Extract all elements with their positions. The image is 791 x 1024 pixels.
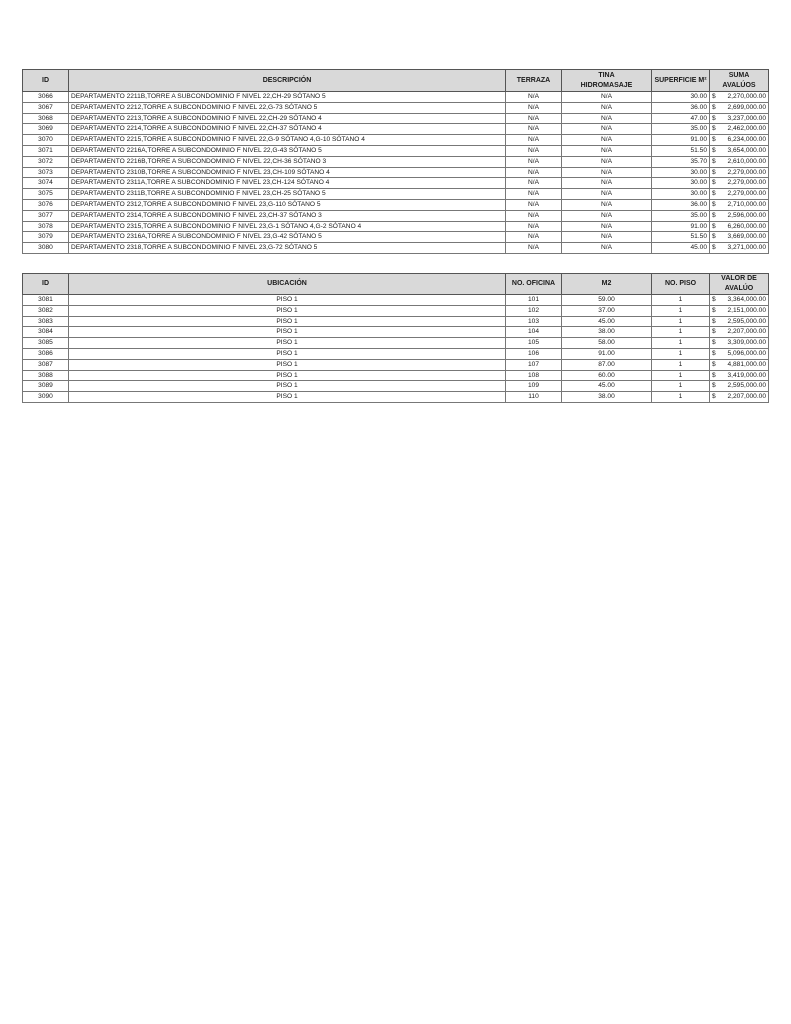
cell-id: 3070	[23, 135, 69, 146]
col-header-superficie: SUPERFICIE M²	[652, 70, 710, 92]
cell-superficie: 30.00	[652, 167, 710, 178]
col-header-tina	[562, 70, 652, 92]
cell-valor: 2,207,000.00	[718, 327, 769, 338]
cell-oficina: 108	[506, 370, 562, 381]
cell-id: 3080	[23, 243, 69, 254]
cell-ubicacion: PISO 1	[69, 316, 506, 327]
table-row	[23, 199, 769, 210]
cell-superficie: 45.00	[652, 243, 710, 254]
cell-currency: $	[710, 221, 718, 232]
cell-ubicacion: PISO 1	[69, 305, 506, 316]
cell-descripcion: DEPARTAMENTO 2216A,TORRE A SUBCONDOMINIO F NIVEL 22,G-43 SÓTANO 5	[69, 145, 506, 156]
cell-tina: N/A	[562, 167, 652, 178]
table-row	[23, 370, 769, 381]
cell-valor: 2,595,000.00	[718, 316, 769, 327]
cell-superficie: 35.70	[652, 156, 710, 167]
col-header-suma-line1: SUMA	[728, 71, 750, 79]
cell-tina: N/A	[562, 156, 652, 167]
cell-oficina: 110	[506, 392, 562, 403]
cell-id: 3069	[23, 124, 69, 135]
table-row	[23, 359, 769, 370]
cell-currency: $	[710, 305, 718, 316]
cell-piso: 1	[652, 381, 710, 392]
col-header-oficina: NO. OFICINA	[506, 274, 562, 295]
cell-m2: 60.00	[562, 370, 652, 381]
cell-ubicacion: PISO 1	[69, 327, 506, 338]
cell-tina: N/A	[562, 145, 652, 156]
cell-suma: 2,610,000.00	[718, 156, 769, 167]
cell-id: 3088	[23, 370, 69, 381]
cell-suma: 2,279,000.00	[718, 189, 769, 200]
cell-currency: $	[710, 102, 718, 113]
table-row	[23, 327, 769, 338]
cell-piso: 1	[652, 295, 710, 306]
cell-superficie: 36.00	[652, 199, 710, 210]
table-row	[23, 92, 769, 103]
table-row	[23, 305, 769, 316]
cell-m2: 38.00	[562, 327, 652, 338]
cell-ubicacion: PISO 1	[69, 348, 506, 359]
cell-descripcion: DEPARTAMENTO 2318,TORRE A SUBCONDOMINIO F NIVEL 23,G-72 SÓTANO 5	[69, 243, 506, 254]
cell-m2: 45.00	[562, 316, 652, 327]
cell-id: 3082	[23, 305, 69, 316]
cell-ubicacion: PISO 1	[69, 392, 506, 403]
cell-terraza: N/A	[506, 221, 562, 232]
cell-id: 3066	[23, 92, 69, 103]
cell-tina: N/A	[562, 92, 652, 103]
cell-oficina: 101	[506, 295, 562, 306]
cell-piso: 1	[652, 359, 710, 370]
cell-suma: 3,669,000.00	[718, 232, 769, 243]
cell-currency: $	[710, 381, 718, 392]
departamentos-table	[22, 69, 769, 254]
cell-id: 3075	[23, 189, 69, 200]
cell-id: 3071	[23, 145, 69, 156]
cell-valor: 5,096,000.00	[718, 348, 769, 359]
cell-descripcion: DEPARTAMENTO 2213,TORRE A SUBCONDOMINIO F NIVEL 22,CH-29 SÓTANO 4	[69, 113, 506, 124]
cell-id: 3072	[23, 156, 69, 167]
cell-m2: 45.00	[562, 381, 652, 392]
table-row	[23, 221, 769, 232]
cell-tina: N/A	[562, 124, 652, 135]
cell-superficie: 30.00	[652, 178, 710, 189]
cell-valor: 2,151,000.00	[718, 305, 769, 316]
cell-oficina: 104	[506, 327, 562, 338]
cell-m2: 37.00	[562, 305, 652, 316]
cell-oficina: 102	[506, 305, 562, 316]
cell-descripcion: DEPARTAMENTO 2211B,TORRE A SUBCONDOMINIO F NIVEL 22,CH-29 SÓTANO 5	[69, 92, 506, 103]
cell-superficie: 35.00	[652, 124, 710, 135]
cell-ubicacion: PISO 1	[69, 370, 506, 381]
cell-oficina: 109	[506, 381, 562, 392]
table-row	[23, 113, 769, 124]
cell-terraza: N/A	[506, 243, 562, 254]
cell-currency: $	[710, 295, 718, 306]
cell-id: 3077	[23, 210, 69, 221]
cell-terraza: N/A	[506, 113, 562, 124]
cell-id: 3081	[23, 295, 69, 306]
cell-piso: 1	[652, 370, 710, 381]
cell-id: 3079	[23, 232, 69, 243]
cell-currency: $	[710, 124, 718, 135]
cell-tina: N/A	[562, 221, 652, 232]
cell-currency: $	[710, 316, 718, 327]
cell-descripcion: DEPARTAMENTO 2312,TORRE A SUBCONDOMINIO F NIVEL 23,G-110 SÓTANO 5	[69, 199, 506, 210]
cell-currency: $	[710, 135, 718, 146]
cell-tina: N/A	[562, 243, 652, 254]
cell-suma: 2,710,000.00	[718, 199, 769, 210]
col-header-piso: NO. PISO	[652, 274, 710, 295]
cell-m2: 58.00	[562, 338, 652, 349]
cell-descripcion: DEPARTAMENTO 2314,TORRE A SUBCONDOMINIO F NIVEL 23,CH-37 SÓTANO 3	[69, 210, 506, 221]
cell-tina: N/A	[562, 199, 652, 210]
cell-suma: 3,654,000.00	[718, 145, 769, 156]
cell-currency: $	[710, 210, 718, 221]
col-header-terraza: TERRAZA	[506, 70, 562, 92]
cell-valor: 2,207,000.00	[718, 392, 769, 403]
cell-piso: 1	[652, 348, 710, 359]
cell-id: 3083	[23, 316, 69, 327]
cell-terraza: N/A	[506, 232, 562, 243]
col-header-id: ID	[23, 274, 69, 295]
cell-superficie: 30.00	[652, 189, 710, 200]
cell-piso: 1	[652, 305, 710, 316]
cell-suma: 3,271,000.00	[718, 243, 769, 254]
table-row	[23, 338, 769, 349]
cell-currency: $	[710, 189, 718, 200]
cell-id: 3068	[23, 113, 69, 124]
table-row	[23, 178, 769, 189]
cell-terraza: N/A	[506, 189, 562, 200]
cell-currency: $	[710, 392, 718, 403]
cell-ubicacion: PISO 1	[69, 338, 506, 349]
cell-id: 3086	[23, 348, 69, 359]
cell-descripcion: DEPARTAMENTO 2212,TORRE A SUBCONDOMINIO F NIVEL 22,G-73 SÓTANO 5	[69, 102, 506, 113]
cell-id: 3090	[23, 392, 69, 403]
cell-superficie: 51.50	[652, 232, 710, 243]
col-header-descripcion: DESCRIPCIÓN	[69, 70, 506, 92]
cell-currency: $	[710, 156, 718, 167]
cell-terraza: N/A	[506, 102, 562, 113]
cell-piso: 1	[652, 316, 710, 327]
cell-terraza: N/A	[506, 199, 562, 210]
cell-terraza: N/A	[506, 135, 562, 146]
cell-id: 3078	[23, 221, 69, 232]
cell-descripcion: DEPARTAMENTO 2315,TORRE A SUBCONDOMINIO F NIVEL 23,G-1 SÓTANO 4,G-2 SÓTANO 4	[69, 221, 506, 232]
table-row	[23, 124, 769, 135]
cell-oficina: 103	[506, 316, 562, 327]
cell-terraza: N/A	[506, 124, 562, 135]
cell-currency: $	[710, 338, 718, 349]
col-header-valor: VALOR DE AVALÚO	[710, 274, 769, 295]
cell-piso: 1	[652, 327, 710, 338]
cell-tina: N/A	[562, 135, 652, 146]
cell-currency: $	[710, 178, 718, 189]
cell-currency: $	[710, 232, 718, 243]
cell-suma: 2,699,000.00	[718, 102, 769, 113]
cell-tina: N/A	[562, 102, 652, 113]
cell-currency: $	[710, 370, 718, 381]
cell-id: 3073	[23, 167, 69, 178]
cell-terraza: N/A	[506, 156, 562, 167]
cell-currency: $	[710, 167, 718, 178]
table-row	[23, 381, 769, 392]
cell-m2: 59.00	[562, 295, 652, 306]
cell-descripcion: DEPARTAMENTO 2311B,TORRE A SUBCONDOMINIO F NIVEL 23,CH-25 SÓTANO 5	[69, 189, 506, 200]
cell-valor: 3,364,000.00	[718, 295, 769, 306]
table-row	[23, 135, 769, 146]
cell-terraza: N/A	[506, 178, 562, 189]
cell-m2: 87.00	[562, 359, 652, 370]
cell-piso: 1	[652, 338, 710, 349]
table-row	[23, 167, 769, 178]
cell-oficina: 105	[506, 338, 562, 349]
table-header-row	[23, 274, 769, 295]
table-row	[23, 243, 769, 254]
cell-ubicacion: PISO 1	[69, 359, 506, 370]
cell-suma: 2,462,000.00	[718, 124, 769, 135]
cell-suma: 2,596,000.00	[718, 210, 769, 221]
cell-valor: 4,881,000.00	[718, 359, 769, 370]
table-header-row	[23, 70, 769, 92]
cell-oficina: 106	[506, 348, 562, 359]
cell-piso: 1	[652, 392, 710, 403]
col-header-m2: M2	[562, 274, 652, 295]
cell-valor: 3,309,000.00	[718, 338, 769, 349]
cell-descripcion: DEPARTAMENTO 2214,TORRE A SUBCONDOMINIO F NIVEL 22,CH-37 SÓTANO 4	[69, 124, 506, 135]
cell-descripcion: DEPARTAMENTO 2215,TORRE A SUBCONDOMINIO F NIVEL 22,G-9 SÓTANO 4,G-10 SÓTANO 4	[69, 135, 506, 146]
cell-tina: N/A	[562, 189, 652, 200]
cell-ubicacion: PISO 1	[69, 295, 506, 306]
cell-terraza: N/A	[506, 92, 562, 103]
table-row	[23, 156, 769, 167]
table-row	[23, 145, 769, 156]
cell-superficie: 36.00	[652, 102, 710, 113]
cell-id: 3085	[23, 338, 69, 349]
cell-valor: 2,595,000.00	[718, 381, 769, 392]
cell-descripcion: DEPARTAMENTO 2316A,TORRE A SUBCONDOMINIO F NIVEL 23,G-42 SÓTANO 5	[69, 232, 506, 243]
col-header-suma-line2: AVALÚOS	[722, 81, 756, 89]
cell-superficie: 91.00	[652, 221, 710, 232]
table-row	[23, 189, 769, 200]
cell-tina: N/A	[562, 113, 652, 124]
cell-currency: $	[710, 327, 718, 338]
col-header-tina-line2: HIDROMASAJE	[580, 81, 633, 89]
cell-currency: $	[710, 145, 718, 156]
cell-currency: $	[710, 243, 718, 254]
cell-currency: $	[710, 199, 718, 210]
col-header-id: ID	[23, 70, 69, 92]
cell-terraza: N/A	[506, 145, 562, 156]
cell-superficie: 35.00	[652, 210, 710, 221]
cell-id: 3076	[23, 199, 69, 210]
cell-oficina: 107	[506, 359, 562, 370]
cell-descripcion: DEPARTAMENTO 2311A,TORRE A SUBCONDOMINIO F NIVEL 23,CH-124 SÓTANO 4	[69, 178, 506, 189]
cell-valor: 3,419,000.00	[718, 370, 769, 381]
cell-superficie: 47.00	[652, 113, 710, 124]
cell-superficie: 91.00	[652, 135, 710, 146]
cell-suma: 2,279,000.00	[718, 178, 769, 189]
cell-currency: $	[710, 359, 718, 370]
table-row	[23, 210, 769, 221]
col-header-suma	[710, 70, 769, 92]
cell-superficie: 51.50	[652, 145, 710, 156]
cell-suma: 3,237,000.00	[718, 113, 769, 124]
col-header-tina-line1: TINA	[598, 71, 615, 79]
cell-currency: $	[710, 92, 718, 103]
cell-superficie: 30.00	[652, 92, 710, 103]
cell-suma: 2,270,000.00	[718, 92, 769, 103]
cell-ubicacion: PISO 1	[69, 381, 506, 392]
cell-suma: 6,234,000.00	[718, 135, 769, 146]
cell-terraza: N/A	[506, 167, 562, 178]
table-row	[23, 348, 769, 359]
cell-descripcion: DEPARTAMENTO 2216B,TORRE A SUBCONDOMINIO F NIVEL 22,CH-36 SÓTANO 3	[69, 156, 506, 167]
cell-terraza: N/A	[506, 210, 562, 221]
cell-m2: 38.00	[562, 392, 652, 403]
cell-tina: N/A	[562, 210, 652, 221]
cell-tina: N/A	[562, 232, 652, 243]
cell-id: 3087	[23, 359, 69, 370]
cell-descripcion: DEPARTAMENTO 2310B,TORRE A SUBCONDOMINIO F NIVEL 23,CH-109 SÓTANO 4	[69, 167, 506, 178]
table-row	[23, 392, 769, 403]
cell-m2: 91.00	[562, 348, 652, 359]
cell-tina: N/A	[562, 178, 652, 189]
table-row	[23, 232, 769, 243]
cell-id: 3084	[23, 327, 69, 338]
table-row	[23, 316, 769, 327]
table-row	[23, 295, 769, 306]
cell-id: 3074	[23, 178, 69, 189]
col-header-ubicacion: UBICACIÓN	[69, 274, 506, 295]
table-row	[23, 102, 769, 113]
oficinas-table	[22, 273, 769, 403]
cell-id: 3089	[23, 381, 69, 392]
cell-suma: 2,279,000.00	[718, 167, 769, 178]
cell-currency: $	[710, 113, 718, 124]
cell-suma: 6,260,000.00	[718, 221, 769, 232]
cell-currency: $	[710, 348, 718, 359]
cell-id: 3067	[23, 102, 69, 113]
